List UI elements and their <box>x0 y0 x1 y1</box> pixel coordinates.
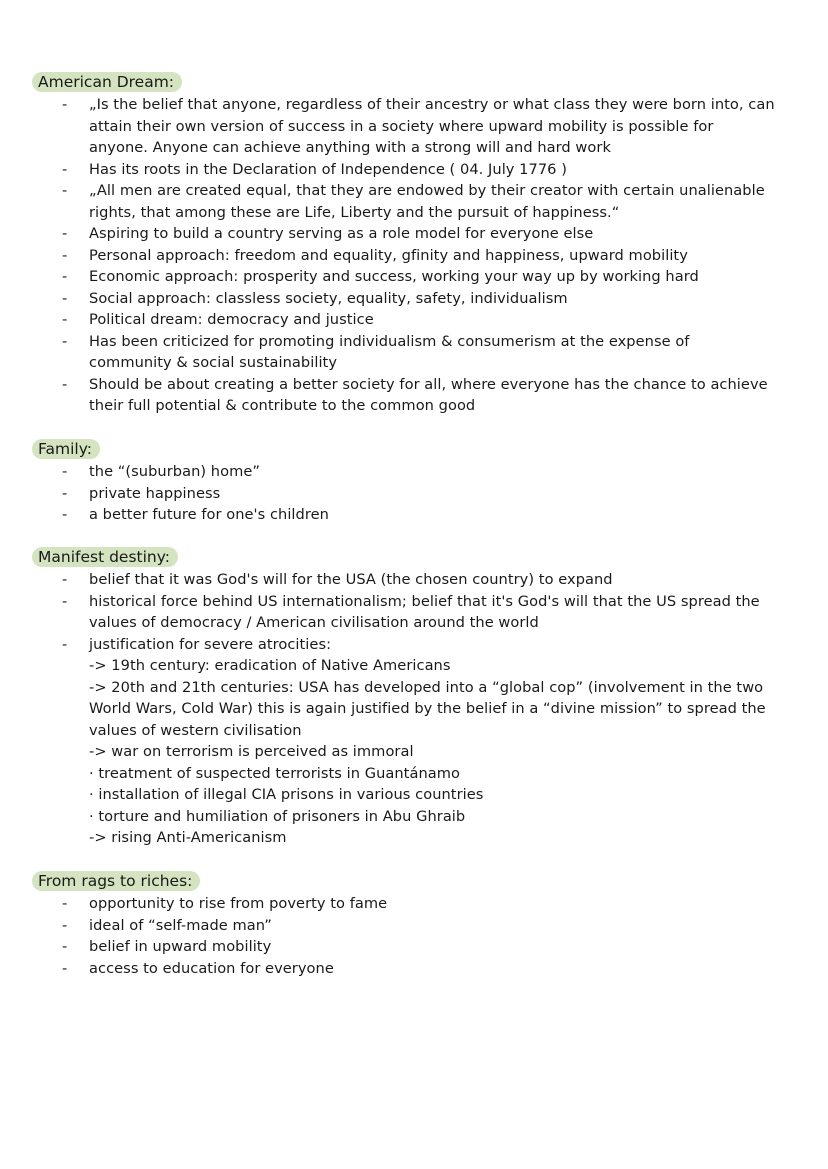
bullet-dash: - <box>62 332 68 350</box>
bullet-dash: - <box>62 895 68 912</box>
list-item: - Social approach: classless society, equality, safety, individualism <box>32 288 802 310</box>
section-manifest-destiny <box>32 547 802 849</box>
list-item: - ideal of “self-made man” <box>32 915 802 937</box>
bullet-dash: - <box>62 916 68 934</box>
list-item: - belief that it was God's will for the USA (the chosen country) to expand <box>32 569 802 591</box>
list-item: - Aspiring to build a country serving as a role model for everyone else <box>32 223 802 245</box>
list-item: - Political dream: democracy and justice <box>32 309 802 331</box>
bullet-dash: - <box>62 311 68 328</box>
bullet-dash: - <box>62 959 68 977</box>
bullet-dash: - <box>62 246 68 264</box>
list-item: - „Is the belief that anyone, regardless of their ancestry or what class they were born into, can attain their own version of success in a society where upward mobility is possible for anyone. Anyone can achieve anything with a strong will and hard work <box>62 96 775 156</box>
bullet-list <box>32 893 802 979</box>
bullet-dash: - <box>62 268 68 285</box>
section-heading: American Dream: <box>32 72 182 92</box>
bullet-dash: - <box>62 592 68 610</box>
bullet-dash: - <box>62 506 68 523</box>
bullet-list <box>32 461 802 526</box>
list-item: - access to education for everyone <box>32 958 802 980</box>
bullet-dash: - <box>62 463 68 480</box>
bullet-list <box>32 569 802 849</box>
list-item: - Has been criticized for promoting individualism & consumerism at the expense of community & social sustainability <box>62 332 690 371</box>
list-item: - Has its roots in the Declaration of Independence ( 04. July 1776 ) <box>32 159 802 181</box>
section-american-dream <box>32 72 802 417</box>
list-item: - justification for severe atrocities: -> 19th century: eradication of Native Americans -> 20th and 21th centuries: USA has developed into a “global cop” (involvement in the two World Wars, Cold War) this is again justified by the belief in a “divine mission” to spread the values of western civilisation -> war on terrorism is perceived as immoral · treatment of suspected terrorists in Guantánamo · installation of illegal CIA prisons in various countries · torture and humiliation of prisoners in Abu Ghraib -> rising Anti-Americanism <box>62 635 766 846</box>
bullet-dash: - <box>62 484 68 502</box>
section-heading: Manifest destiny: <box>32 547 178 567</box>
bullet-dash: - <box>62 375 68 393</box>
bullet-dash: - <box>62 225 68 242</box>
section-family <box>32 439 802 526</box>
list-item: - „All men are created equal, that they are endowed by their creator with certain unalienable rights, that among these are Life, Liberty and the pursuit of happiness.“ <box>62 182 765 221</box>
bullet-dash: - <box>62 182 68 199</box>
section-rags-to-riches <box>32 871 802 979</box>
list-item: - private happiness <box>32 483 802 505</box>
list-item: - historical force behind US internationalism; belief that it's God's will that the US spread the values of democracy / American civilisation around the world <box>62 592 760 631</box>
bullet-dash: - <box>62 635 68 653</box>
bullet-list <box>32 94 802 417</box>
list-item: - Economic approach: prosperity and success, working your way up by working hard <box>32 266 802 288</box>
bullet-dash: - <box>62 571 68 588</box>
bullet-dash: - <box>62 160 68 178</box>
list-item: - Personal approach: freedom and equality, gfinity and happiness, upward mobility <box>32 245 802 267</box>
section-heading: From rags to riches: <box>32 871 200 891</box>
list-item: - Should be about creating a better society for all, where everyone has the chance to achieve their full potential & contribute to the common good <box>62 375 768 414</box>
bullet-dash: - <box>62 289 68 307</box>
list-item: - opportunity to rise from poverty to fame <box>32 893 802 915</box>
bullet-dash: - <box>62 96 68 113</box>
list-item: - the “(suburban) home” <box>32 461 802 483</box>
section-heading: Family: <box>32 439 100 459</box>
list-item: - belief in upward mobility <box>32 936 802 958</box>
list-item: - a better future for one's children <box>32 504 802 526</box>
bullet-dash: - <box>62 938 68 955</box>
